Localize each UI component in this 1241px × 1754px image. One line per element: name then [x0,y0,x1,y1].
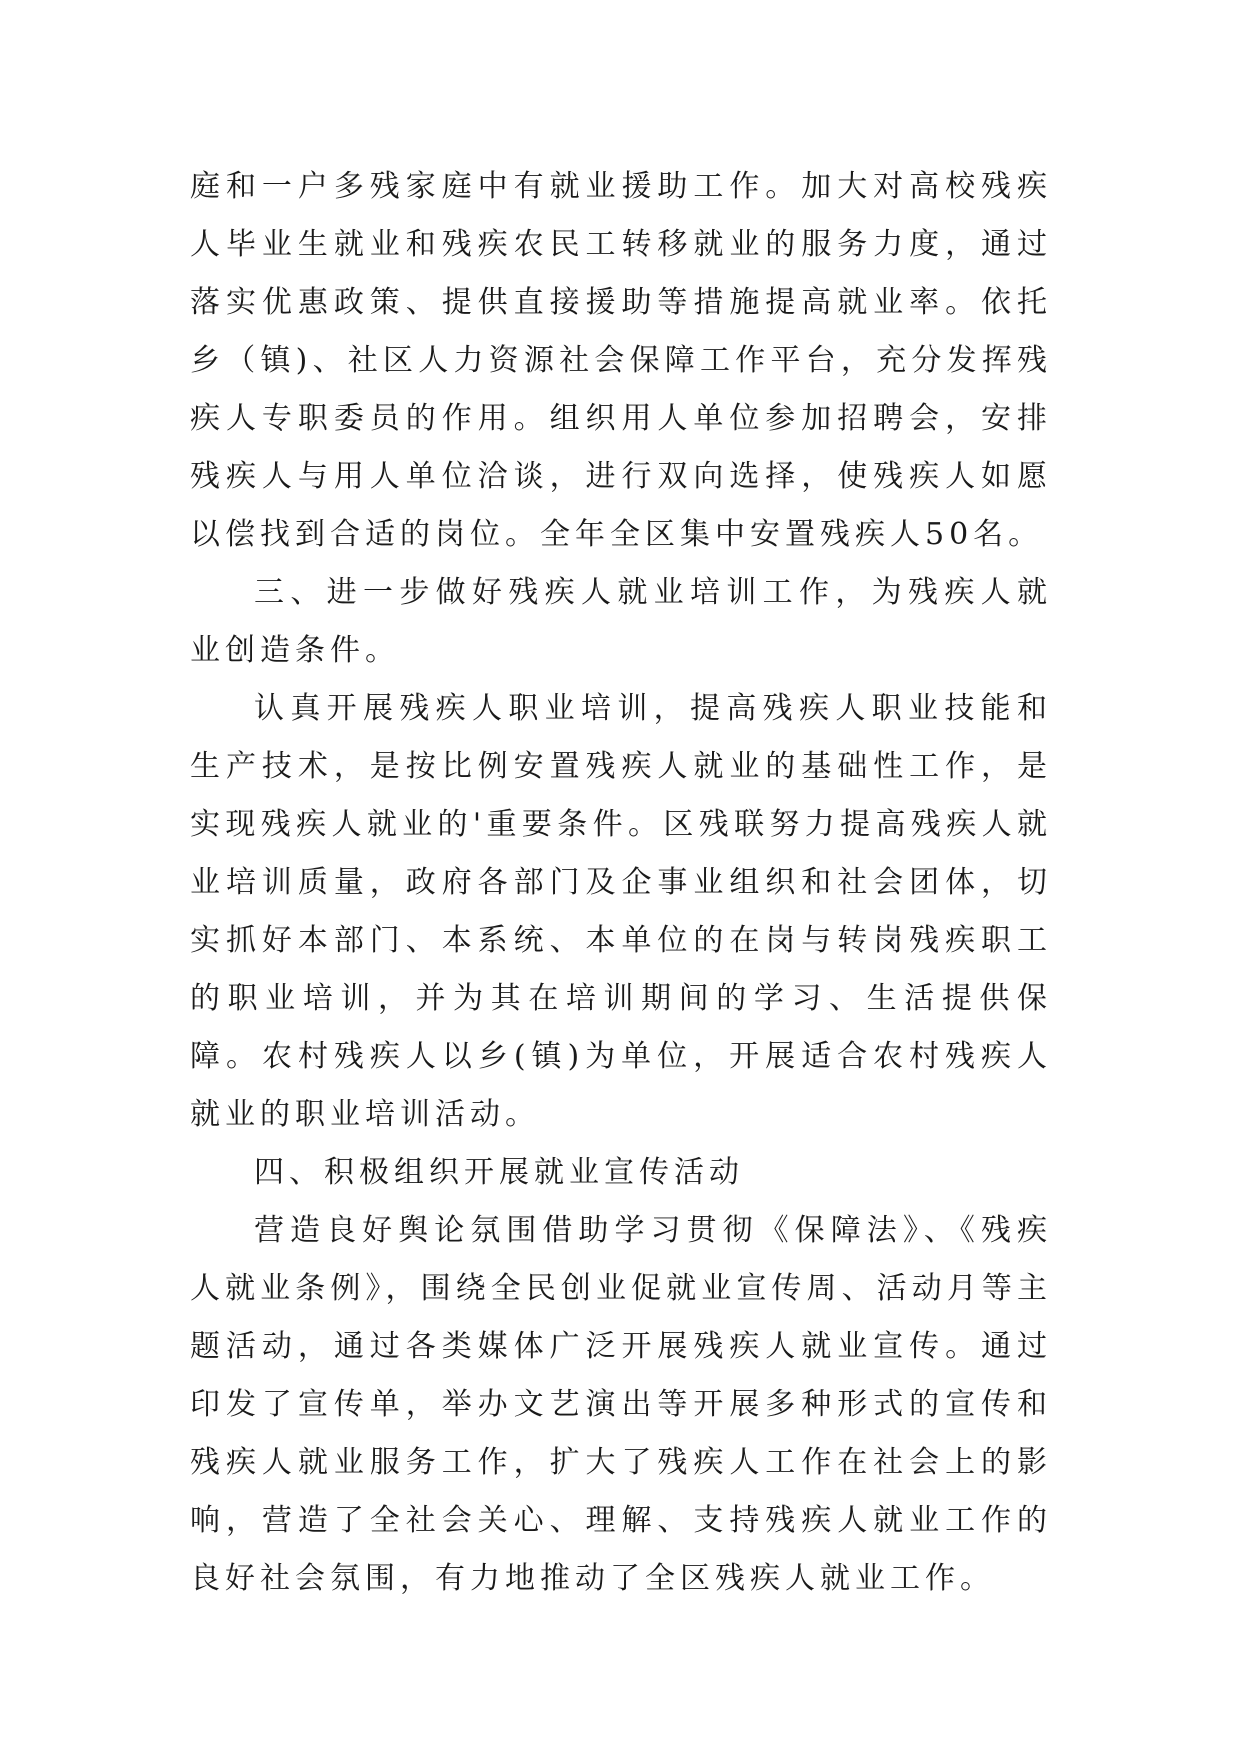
section-heading-4: 四、积极组织开展就业宣传活动 [254,1155,744,1190]
document-body [190,158,1052,1608]
section-heading-3: 三、进一步做好残疾人就业培训工作，为残疾人就业创造条件。 [190,575,1052,668]
paragraph-publicity: 营造良好舆论氛围借助学习贯彻《保障法》、《残疾人就业条例》，围绕全民创业促就业宣传周、活动月等主题活动，通过各类媒体广泛开展残疾人就业宣传。通过印发了宣传单，举办文艺演出等开展多种形式的宣传和残疾人就业服务工作，扩大了残疾人工作在社会上的影响，营造了全社会关心、理解、支持残疾人就业工作的良好社会氛围，有力地推动了全区残疾人就业工作。 [190,1213,1052,1596]
paragraph-continuation: 庭和一户多残家庭中有就业援助工作。加大对高校残疾人毕业生就业和残疾农民工转移就业的服务力度，通过落实优惠政策、提供直接援助等措施提高就业率。依托乡（镇)、社区人力资源社会保障工作平台，充分发挥残疾人专职委员的作用。组织用人单位参加招聘会，安排残疾人与用人单位洽谈，进行双向选择，使残疾人如愿以偿找到合适的岗位。全年全区集中安置残疾人50名。 [190,169,1052,552]
paragraph-training: 认真开展残疾人职业培训，提高残疾人职业技能和生产技术，是按比例安置残疾人就业的基础性工作，是实现残疾人就业的'重要条件。区残联努力提高残疾人就业培训质量，政府各部门及企事业组织和社会团体，切实抓好本部门、本系统、本单位的在岗与转岗残疾职工的职业培训，并为其在培训期间的学习、生活提供保障。农村残疾人以乡(镇)为单位，开展适合农村残疾人就业的职业培训活动。 [190,691,1052,1132]
